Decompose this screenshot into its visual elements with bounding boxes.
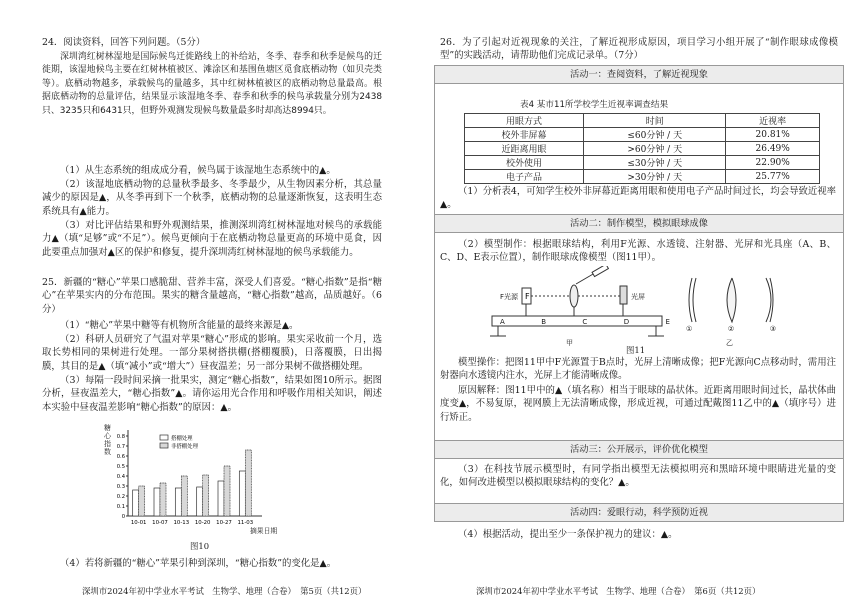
- chart-bar: [224, 466, 230, 516]
- lens-1-icon: [689, 278, 696, 322]
- table-cell: >30分钟 / 天: [584, 170, 726, 184]
- footer-page-5: 深圳市2024年初中学业水平考试 生物学、地理（合卷） 第5页（共12页）: [82, 586, 367, 596]
- answer-blank[interactable]: ▲: [319, 165, 327, 176]
- q24-sub2: （2）该湿地底栖动物的总量秋季最多、冬季最少，从生物因素分析，其总量减少的原因是▲，从冬季再到下一个秋季，底栖动物的总量逐渐恢复，这表明生态系统具有▲能力。: [42, 179, 382, 217]
- answer-blank[interactable]: ▲: [319, 558, 327, 569]
- q25-title: 25．新疆的“糖心”苹果口感脆甜、营养丰富，深受人们喜爱。“糖心指数”是指“糖心”在苹果实内的分布范围。果实的糖含量越高，“糖心指数”越高，品质越好。（6分）: [42, 277, 382, 315]
- chart-legend: [160, 434, 199, 450]
- legend-label: 搭棚处理: [171, 436, 193, 442]
- label-jia: 甲: [566, 339, 573, 347]
- syringe-icon: [576, 266, 608, 284]
- table-header-row: [465, 114, 820, 128]
- table-cell: ≤60分钟 / 天: [584, 128, 726, 142]
- label-screen: 光屏: [631, 293, 645, 301]
- answer-blank[interactable]: ▲: [79, 205, 87, 217]
- chart-bar: [160, 483, 166, 516]
- answer-blank[interactable]: ▲: [458, 398, 467, 410]
- answer-blank[interactable]: ▲: [107, 246, 115, 258]
- lens-2-icon: [727, 278, 736, 322]
- model-operation: 模型操作：把图11甲中F光源置于B点时，光屏上清晰成像；把F光源向C点移动时，需用注射器向水透镜内注水，光屏上才能清晰成像。: [440, 357, 836, 382]
- table-header: 近视率: [726, 114, 820, 128]
- q26-sub2: （2）模型制作：根据眼球结构，利用F光源、水透镜、注射器、光屏和光具座（A、B、C、D、E表示位置），制作眼球成像模型（图11甲）。: [440, 239, 836, 264]
- chart-xlabel: 摘果日期: [250, 527, 278, 535]
- q26-sub3: （3）在科技节展示模型时，有同学指出模型无法模拟明亮和黑暗环境中眼睛进光量的变化，如何改进模型以模拟眼球结构的变化？▲。: [440, 464, 836, 489]
- bench-letter: D: [623, 318, 630, 326]
- table-cell: 电子产品: [465, 170, 584, 184]
- q25-sub3: （3）每隔一段时间采摘一批果实，测定“糖心指数”，结果如图10所示。据图分析，昼夜温差大，“糖心指数”▲。请你运用光合作用和呼吸作用相关知识，阐述本实验中昼夜温差影响“糖心指数”的原因：▲。: [42, 375, 382, 413]
- x-tick-label: 10-20: [194, 520, 211, 526]
- reason-explanation: 原因解释：图11甲中的▲（填名称）相当于眼球的晶状体。近距离用眼时间过长，晶状体曲度变▲，不易复原，视网膜上无法清晰成像，形成近视，可通过配戴图11乙中的▲（填序号）进行矫正。: [440, 385, 836, 423]
- footer-page-6: 深圳市2024年初中学业水平考试 生物学、地理（合卷） 第6页（共12页）: [476, 586, 761, 596]
- light-screen: [620, 286, 627, 316]
- answer-blank[interactable]: ▲: [99, 192, 107, 204]
- answer-blank[interactable]: ▲: [98, 360, 106, 372]
- label-f-light: F光源: [500, 293, 519, 301]
- bench-letter: E: [665, 318, 670, 326]
- table-cell: ≤30分钟 / 天: [584, 156, 726, 170]
- f-light-source: [522, 288, 531, 316]
- bar-chart-fig10: [102, 428, 292, 540]
- y-tick-label: 0: [121, 514, 125, 520]
- chart-bar: [197, 487, 203, 516]
- chart-ylabel: 糖心指数: [104, 424, 111, 456]
- answer-blank[interactable]: ▲: [771, 398, 780, 410]
- answer-blank[interactable]: ▲: [660, 529, 669, 540]
- y-tick-label: 0.1: [116, 504, 125, 510]
- table-row: [465, 142, 820, 156]
- label-yi: 乙: [726, 339, 733, 347]
- q24-sub3: （3）对比评估结果和野外观测结果，推测深圳湾红树林湿地对候鸟的承载能力▲（填“足够”或“不足”）。候鸟更倾向于在底栖动物总量更高的环境中觅食，因此要重点加强对▲区的保护和修复，提升深圳湾红树林湿地的候鸟承载能力。: [42, 220, 382, 258]
- q25-sub2: （2）科研人员研究了气温对苹果“糖心”形成的影响。果实采收前一个月，选取长势相同的果树进行处理。一部分果树搭拱棚(搭棚覆膜)，日落覆膜，日出揭膜，其目的是▲（填“减小”或“增大”）昼夜温差；另一部分果树不做搭棚处理。: [42, 334, 382, 372]
- table-4-caption: 表4 某市11所学校学生近视率调查结果: [520, 100, 669, 110]
- answer-blank[interactable]: ▲: [440, 199, 448, 211]
- chart-bar: [245, 450, 251, 516]
- table-header: 用眼方式: [465, 114, 584, 128]
- table-cell: >60分钟 / 天: [584, 142, 726, 156]
- y-tick-label: 0.5: [116, 464, 125, 470]
- bench-letters: [500, 318, 670, 326]
- table-cell: 校外使用: [465, 156, 584, 170]
- survey-table: [464, 113, 820, 184]
- y-tick-label: 0.3: [116, 484, 125, 490]
- chart-bar: [133, 490, 139, 516]
- lens-number: ①: [686, 325, 693, 333]
- water-lens: [570, 285, 578, 316]
- bench-letter: C: [582, 318, 588, 326]
- q25-sub4: （4）若将新疆的“糖心”苹果引种到深圳，“糖心指数”的变化是▲。: [60, 558, 337, 569]
- chart-bar: [203, 475, 209, 516]
- lens-numbers: [686, 325, 776, 333]
- y-tick-label: 0.6: [116, 454, 125, 460]
- x-tick-label: 10-27: [216, 520, 232, 526]
- activity-2-banner: 活动二：制作模型，模拟眼球成像: [434, 214, 844, 233]
- x-tick-label: 11-03: [237, 520, 254, 526]
- activity-3-banner: 活动三：公开展示，评价优化模型: [434, 440, 844, 459]
- table-row: [465, 170, 820, 184]
- table-cell: 25.77%: [726, 170, 820, 184]
- q24-title: 24．阅读资料，回答下列问题。（5分）: [42, 37, 206, 48]
- legend-label: 非搭棚处理: [171, 444, 198, 450]
- table-header: 时间: [584, 114, 726, 128]
- svg-text:F: F: [525, 292, 530, 301]
- lens-3-icon: [766, 278, 773, 322]
- answer-blank[interactable]: ▲: [618, 477, 626, 489]
- lens-number: ②: [727, 325, 735, 333]
- y-tick-label: 0.2: [116, 494, 125, 500]
- bench-letter: A: [500, 318, 505, 326]
- chart-bar: [218, 481, 224, 516]
- figure-10-caption: 图10: [190, 541, 210, 551]
- table-cell: 20.81%: [726, 128, 820, 142]
- y-tick-label: 0.7: [116, 444, 125, 450]
- y-tick-label: 0.8: [116, 434, 125, 440]
- chart-bar: [181, 476, 187, 516]
- lens-number: ③: [769, 325, 776, 333]
- x-tick-label: 10-01: [130, 520, 147, 526]
- answer-blank[interactable]: ▲: [554, 385, 563, 396]
- bench-letter: B: [541, 318, 547, 326]
- figure-11-caption: 图11: [626, 345, 646, 355]
- table-cell: 近距离用眼: [465, 142, 584, 156]
- table-row: [465, 156, 820, 170]
- q26-title: 26．为了引起对近视现象的关注，了解近视形成原因，项目学习小组开展了“制作眼球成像模型”的实践活动，请帮助他们完成记录单。（7分）: [440, 37, 838, 62]
- q25-sub1: （1）“糖心”苹果中糖等有机物所含能量的最终来源是▲。: [60, 320, 299, 331]
- table-cell: 22.90%: [726, 156, 820, 170]
- legend-swatch: [160, 435, 168, 440]
- chart-bars: [133, 450, 252, 516]
- answer-blank[interactable]: ▲: [51, 233, 60, 245]
- q24-material: 深圳湾红树林湿地是国际候鸟迁徙路线上的补给站，冬季、春季和秋季是候鸟的迁徙期，该湿地候鸟主要在红树林植被区、滩涂区和基围鱼塘区觅食底栖动物（如贝壳类等）。底栖动物越多，承载候鸟的量越多，其中红树林植被区的底栖动物总量最高。根据底栖动物的总量评估，结果显示该湿地冬季、春季和秋季的候鸟承载量分别为2438只、3235只和6431只，但野外观测发现候鸟数量最多时却高达8994只。: [42, 52, 382, 116]
- answer-blank[interactable]: ▲: [281, 320, 290, 331]
- y-tick-label: 0.4: [116, 474, 125, 480]
- table-cell: 校外非屏幕: [465, 128, 584, 142]
- answer-blank[interactable]: ▲: [220, 401, 228, 413]
- answer-blank[interactable]: ▲: [175, 388, 183, 400]
- activity-1-banner: 活动一：查阅资料，了解近视现象: [434, 65, 844, 84]
- x-tick-label: 10-13: [173, 520, 190, 526]
- q26-sub4: （4）根据活动，提出至少一条保护视力的建议：▲。: [458, 529, 678, 540]
- chart-bar: [154, 488, 160, 516]
- figure-11-model: [470, 266, 840, 348]
- q24-sub1: （1）从生态系统的组成成分看，候鸟属于该湿地生态系统中的▲。: [60, 165, 336, 176]
- chart-bar: [239, 471, 245, 516]
- q26-sub1: （1）分析表4，可知学生校外非屏幕近距离用眼和使用电子产品时间过长，均会导致近视率▲。: [440, 186, 836, 211]
- chart-bar: [175, 488, 181, 516]
- activity-4-banner: 活动四：爱眼行动，科学预防近视: [434, 503, 844, 522]
- table-cell: 26.49%: [726, 142, 820, 156]
- legend-swatch: [160, 443, 168, 448]
- chart-bar: [139, 486, 145, 516]
- x-tick-label: 10-07: [152, 520, 168, 526]
- table-row: [465, 128, 820, 142]
